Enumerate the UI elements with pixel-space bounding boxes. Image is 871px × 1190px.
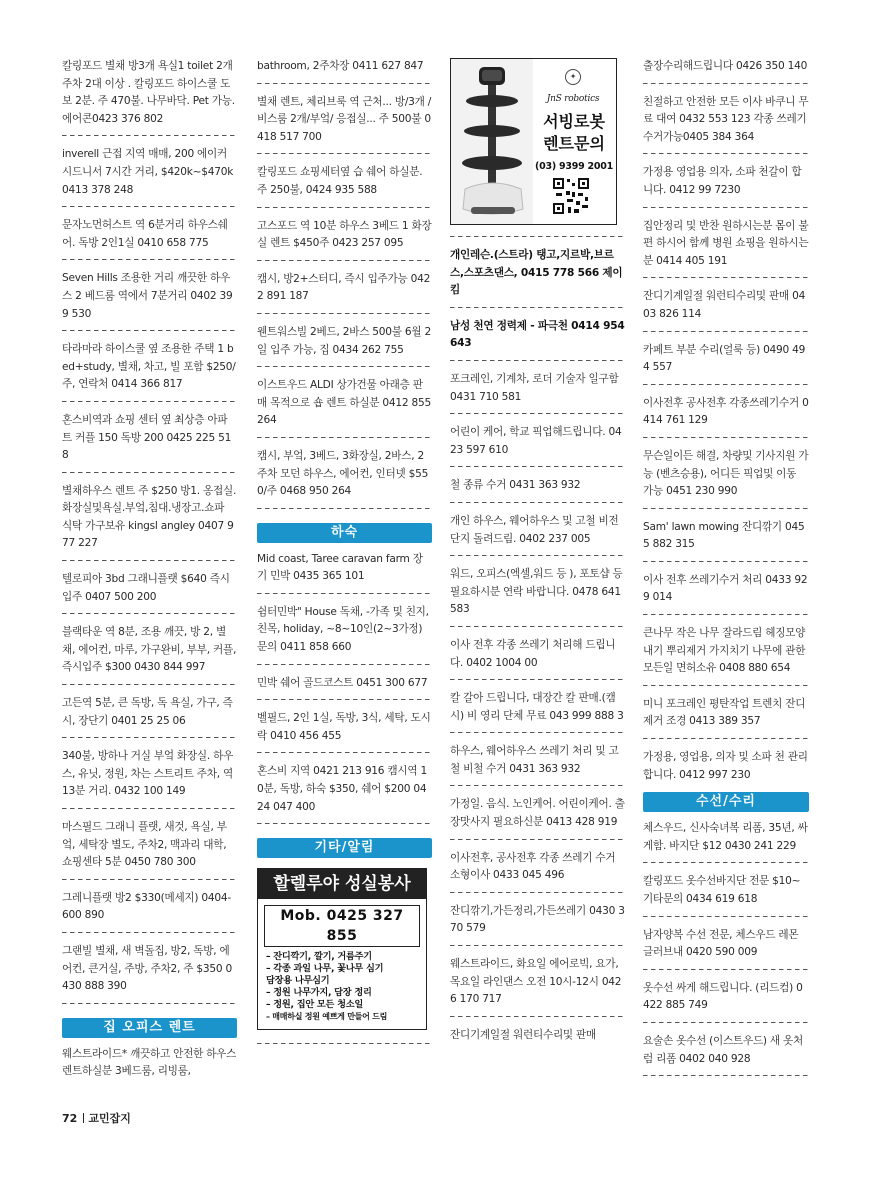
- dashed-divider: [643, 326, 809, 338]
- dashed-divider: [62, 874, 237, 886]
- classified-entry: 잔디깎기,가든정리,가든쓰레기 0430 370 579: [450, 904, 625, 935]
- dashed-divider: [257, 202, 432, 214]
- dashed-divider: [62, 130, 237, 142]
- section-header-lodging: 하숙: [257, 523, 432, 543]
- dashed-divider: [257, 694, 432, 706]
- dashed-divider: [643, 1017, 809, 1029]
- dashed-divider: [450, 461, 625, 473]
- classified-entry: 칼 갈아 드립니다, 대장간 칼 판매.(캠시) 비 영리 단체 무료 043 999 888 3: [450, 692, 624, 722]
- dashed-divider: [450, 497, 625, 509]
- classified-entry: 캠시, 방2+스터디, 즉시 입주가능 0422 891 187: [257, 272, 431, 303]
- dashed-divider: [450, 887, 625, 899]
- classified-entry: 칼링포드 옷수선바지단 전문 $10~ 기타문의 0434 619 618: [643, 875, 801, 905]
- classified-entry: 고든역 5분, 큰 독방, 독 욕실, 가구, 즉시, 장단기 0401 25 25 06: [62, 697, 233, 727]
- dashed-divider: [450, 550, 625, 562]
- church-ad-item: – 잔디깍기, 깔기, 거름주기: [266, 951, 372, 963]
- jns-logo-icon: ✦: [565, 69, 581, 85]
- dashed-divider: [643, 1070, 809, 1082]
- publication-name: 교민잡지: [88, 1112, 131, 1125]
- dashed-divider: [257, 432, 432, 444]
- classified-entry: 하우스, 웨어하우스 쓰레기 처리 및 고철 비철 수거 0431 363 932: [450, 745, 619, 775]
- church-ad-list: [266, 951, 418, 1023]
- dashed-divider: [62, 325, 237, 337]
- classified-entry: 쉼터민박" House 독채, -가족 및 친지, 친목, holiday, ~8~10인(2~3가정) 문의 0411 858 660: [257, 605, 429, 654]
- classified-entry: 미니 포크레인 평탄작업 트렌치 잔디제거 조경 0413 389 357: [643, 697, 806, 728]
- classified-entry: 웬트워스빌 2베드, 2바스 500불 6월 2일 입주 가능, 집 0434 262 755: [257, 325, 431, 356]
- classified-entry: 웨스트라이드, 화요일 에어로빅, 요가, 목요일 라인댄스 오전 10시-12시 0426 170 717: [450, 958, 622, 1006]
- church-ad-item: – 정원 나무가지, 담장 정리: [266, 987, 372, 999]
- dashed-divider: [257, 255, 432, 267]
- classified-entry: 개인레슨.(스트라) 탱고,지르박,브르스,스포츠댄스, 0415 778 566 제이킴: [450, 249, 623, 297]
- classified-entry: 큰나무 작은 나무 잘라드림 헤징모양내기 뿌리제거 가지치기 나무에 관한모든일 면허소유 0408 880 654: [643, 627, 806, 675]
- dashed-divider: [450, 780, 625, 792]
- dashed-divider: [643, 379, 809, 391]
- dashed-divider: [257, 78, 432, 90]
- dashed-divider: [450, 621, 625, 633]
- dashed-divider: [643, 148, 809, 160]
- dashed-divider: [257, 503, 432, 515]
- classified-entry: 포크레인, 기계차, 로더 기술자 일구함 0431 710 581: [450, 372, 619, 403]
- dashed-divider: [257, 148, 432, 160]
- robot-ad-line1: 서빙로봇: [543, 112, 605, 131]
- classified-entry: 개인 하우스, 웨어하우스 및 고철 비전단지 돌려드림. 0402 237 005: [450, 514, 619, 545]
- dashed-divider: [643, 680, 809, 692]
- classified-entry: 워드, 오피스(엑셀,워드 등 ), 포토샵 등 필요하시분 연락 바랍니다. 0478 641 583: [450, 568, 623, 616]
- dashed-divider: [62, 608, 237, 620]
- dashed-divider: [450, 355, 625, 367]
- classified-entry: Sam' lawn mowing 잔디깎기 0455 882 315: [643, 520, 805, 551]
- column-1: [62, 58, 237, 1081]
- dashed-divider: [643, 964, 809, 976]
- qr-code-icon: [552, 177, 590, 215]
- church-ad-phone: Mob. 0425 327 855: [264, 905, 420, 947]
- church-ad-item: – 매매하실 정원 예쁘게 만들어 드림: [266, 1012, 388, 1022]
- dashed-divider: [62, 679, 237, 691]
- classified-entry: 문자노먼허스트 역 6분거리 하우스쉐어. 독방 2인1실 0410 658 775: [62, 219, 228, 249]
- classified-entry: 그랜빌 별채, 새 벽돌집, 방2, 독방, 에어컨, 큰거실, 주방, 주차2, 주 $350 0430 888 390: [62, 944, 232, 993]
- dashed-divider: [643, 503, 809, 515]
- dashed-divider: [643, 78, 809, 90]
- church-ad-item: 담장용 나무심기: [266, 975, 330, 987]
- dashed-divider: [450, 834, 625, 846]
- classified-entry: 칼링포드 쇼핑세터옆 습 쉐어 하실분. 주 250불, 0424 935 588: [257, 166, 423, 196]
- classified-entry: 이사전후 공사전후 각종쓰레기수거 0414 761 129: [643, 396, 809, 427]
- dashed-divider: [643, 733, 809, 745]
- classified-entry: 가정일. 음식. 노인케어. 어린이케어. 출장맛사지 필요하신분 0413 428 919: [450, 798, 625, 829]
- classified-entry: 무슨일이든 해결, 차량및 기사지원 가능 (벤츠승용), 어디든 픽업및 이동 가능 0451 230 990: [643, 449, 809, 498]
- dashed-divider: [257, 361, 432, 373]
- classified-entry: 이사전후, 공사전후 각종 쓰레기 수거소형이사 0433 045 496: [450, 851, 616, 882]
- church-ad-item: – 각종 과일 나무, 꽃나무 심기: [266, 963, 384, 975]
- classified-entry: 카페트 부분 수리(얼룩 등) 0490 494 557: [643, 343, 806, 374]
- section-header-repair: 수선/수리: [643, 792, 809, 812]
- classified-entry: 가정용 영업용 의자, 소파 천갈이 합니다. 0412 99 7230: [643, 166, 802, 196]
- dashed-divider: [257, 1038, 432, 1050]
- dashed-divider: [450, 727, 625, 739]
- dashed-divider: [643, 911, 809, 923]
- classified-entry: 가정용, 영업용, 의자 및 소파 천 관리 합니다. 0412 997 230: [643, 751, 808, 781]
- classified-entry: 철 종류 수거 0431 363 932: [450, 479, 581, 492]
- classified-entry: Mid coast, Taree caravan farm 장기 민박 0435 365 101: [257, 552, 423, 583]
- classified-entry: 별채하우스 렌트 주 $250 방1. 옹접실. 화장실및욕실.부엌,침대.냉장고.쇼파 식탁 가구보유 kingsl angley 0407 977 227: [62, 484, 237, 550]
- dashed-divider: [62, 396, 237, 408]
- dashed-divider: [62, 998, 237, 1010]
- classified-entry: 벨필드, 2인 1실, 독방, 3식, 세탁, 도시락 0410 456 455: [257, 712, 431, 742]
- classified-entry: 타라마라 하이스쿨 옆 조용한 주택 1 bed+study, 별채, 차고, 빌 포함 $250/주, 연락처 0414 366 817: [62, 343, 236, 391]
- classified-entry: 이사 전후 쓰레기수거 처리 0433 929 014: [643, 573, 808, 604]
- dashed-divider: [62, 803, 237, 815]
- dashed-divider: [257, 308, 432, 320]
- classified-entry: 이스트우드 ALDI 상가건물 아래층 판매 목적으로 숍 렌트 하실분 0412 855 264: [257, 379, 431, 427]
- dashed-divider: [62, 732, 237, 744]
- dashed-divider: [450, 231, 625, 243]
- classified-entry: 마스필드 그래니 플랫, 새것, 욕실, 부엌, 세탁장 별도, 주차2, 맥과리 대학, 쇼핑센타 5분 0450 780 300: [62, 821, 227, 869]
- classified-entry: 체스우드, 신사숙녀복 리폼, 35년, 싸게함. 바지단 $12 0430 241 229: [643, 822, 808, 852]
- dashed-divider: [257, 818, 432, 830]
- classified-entry: 집안정리 및 반찬 원하시는분 몸이 불편 하시어 함께 병원 쇼핑을 원하시는분 0414 405 191: [643, 219, 809, 267]
- section-header-etc: 기타/알림: [257, 838, 432, 858]
- dashed-divider: [450, 1011, 625, 1023]
- church-service-ad: [257, 868, 427, 1030]
- robot-ad-brand: JnS robotics: [546, 94, 600, 104]
- dashed-divider: [450, 408, 625, 420]
- section-header-house-rent: 집 오피스 렌트: [62, 1018, 237, 1038]
- classified-entry: 남성 천연 정력제 - 파극천 0414 954 643: [450, 319, 625, 350]
- classified-entry: 친절하고 안전한 모든 이사 바쿠니 무료 대여 0432 553 123 각종 쓰레기 수거가능0405 384 364: [643, 95, 809, 143]
- church-ad-title: 할렐루야 성실봉사: [258, 869, 426, 899]
- classified-entry: 남자양복 수선 전문, 체스우드 레몬 글러브내 0420 590 009: [643, 928, 799, 959]
- page-number: 72: [62, 1112, 78, 1125]
- classified-entry: 웨스트라이드* 깨끗하고 안전한 하우스 렌트하실분 3베드룸, 리빙룸,: [62, 1047, 237, 1078]
- classified-entry: 고스포드 역 10분 하우스 3베드 1 화장실 렌트 $450주 0423 257 095: [257, 219, 432, 250]
- column-4: [643, 58, 809, 1086]
- classified-entry: inverell 근접 지역 매매, 200 에이커 시드니서 7시간 거리, $420k~$470k 0413 378 248: [62, 148, 234, 196]
- classified-entry: Seven Hills 조용한 거리 깨끗한 하우스 2 베드룸 역에서 7분거리 0402 399 530: [62, 272, 233, 320]
- dashed-divider: [257, 747, 432, 759]
- classified-entry: bathroom, 2주차장 0411 627 847: [257, 60, 424, 72]
- dashed-divider: [257, 659, 432, 671]
- dashed-divider: [643, 556, 809, 568]
- dashed-divider: [450, 674, 625, 686]
- classified-entry: 출장수리해드립니다 0426 350 140: [643, 60, 808, 72]
- classified-entry: 혼스비 지역 0421 213 916 캠시역 10분, 독방, 하숙 $350, 쉐어 $200 0424 047 400: [257, 765, 427, 813]
- classified-entry: 칼링포드 별채 방3개 욕실1 toilet 2개 주차 2대 이상 . 칼링포드 하이스쿨 도보 2분. 주 470불. 나무바닥. Pet 가능. 에어콘0423 376 802: [62, 60, 235, 125]
- classified-entry: 혼스비역과 쇼핑 센터 옆 최상층 아파트 커플 150 독방 200 0425 225 518: [62, 413, 232, 462]
- dashed-divider: [643, 857, 809, 869]
- dashed-divider: [450, 302, 625, 314]
- church-ad-item: – 정원, 집안 모든 청소일: [266, 999, 364, 1011]
- classified-entry: 캠시, 부엌, 3베드, 3화장실, 2바스, 2 주차 모던 하우스, 에어컨, 인터넷 $550/주 0468 950 264: [257, 449, 429, 498]
- classified-entry: 어린이 케어, 학교 픽업해드립니다. 0423 597 610: [450, 426, 622, 456]
- serving-robot-image: [451, 59, 533, 224]
- dashed-divider: [643, 432, 809, 444]
- classified-entry: 텔로피아 3bd 그래니플랫 $640 즉시입주 0407 500 200: [62, 573, 230, 603]
- classified-entry: 옷수선 싸게 해드립니다. (리드컴) 0422 885 749: [643, 981, 803, 1012]
- dashed-divider: [62, 254, 237, 266]
- classified-entry: 민박 쉐어 골드코스트 0451 300 677: [257, 676, 428, 689]
- classified-entry: 요술손 옷수선 (이스트우드) 새 옷처럼 리폼 0402 040 928: [643, 1034, 804, 1065]
- dashed-divider: [643, 609, 809, 621]
- classified-entry: 잔디기계일절 워런티수리및 판매 0403 826 114: [643, 290, 806, 320]
- column-3: [450, 58, 625, 1044]
- robot-ad-phone: (03) 9399 2001: [535, 161, 613, 172]
- classified-entry: 잔디기계일절 워런티수리및 판매: [450, 1028, 597, 1041]
- dashed-divider: [643, 272, 809, 284]
- classified-entry: 이사 전후 각종 쓰레기 처리해 드립니다. 0402 1004 00: [450, 638, 616, 669]
- robot-ad-line2: 렌트문의: [543, 134, 605, 153]
- classified-entry: 블랙타운 역 8분, 조용 깨끗, 방 2, 별채, 에어컨, 마루, 가구완비, 부부, 커플, 즉시입주 $300 0430 844 997: [62, 626, 237, 674]
- dashed-divider: [643, 202, 809, 214]
- classified-entry: 340불, 방하나 거실 부엌 화장실. 하우스, 유닛, 정원, 차는 스트리트 주차, 역 13분 거리. 0432 100 149: [62, 750, 234, 798]
- classified-entry: 별채 렌트, 체리브룩 역 근처... 방/3개 /비스룸 2개/부엌/ 응접실... 주 500불 0418 517 700: [257, 95, 432, 143]
- dashed-divider: [62, 555, 237, 567]
- footer-divider: [83, 1113, 84, 1123]
- dashed-divider: [62, 201, 237, 213]
- dashed-divider: [450, 940, 625, 952]
- column-2: [257, 58, 432, 1054]
- serving-robot-ad: [450, 58, 617, 225]
- dashed-divider: [257, 588, 432, 600]
- dashed-divider: [62, 927, 237, 939]
- robot-ad-headline: [535, 111, 613, 155]
- page-footer: [62, 1110, 131, 1126]
- dashed-divider: [62, 467, 237, 479]
- classified-entry: 그레니플랫 방2 $330(메세지) 0404-600 890: [62, 891, 231, 922]
